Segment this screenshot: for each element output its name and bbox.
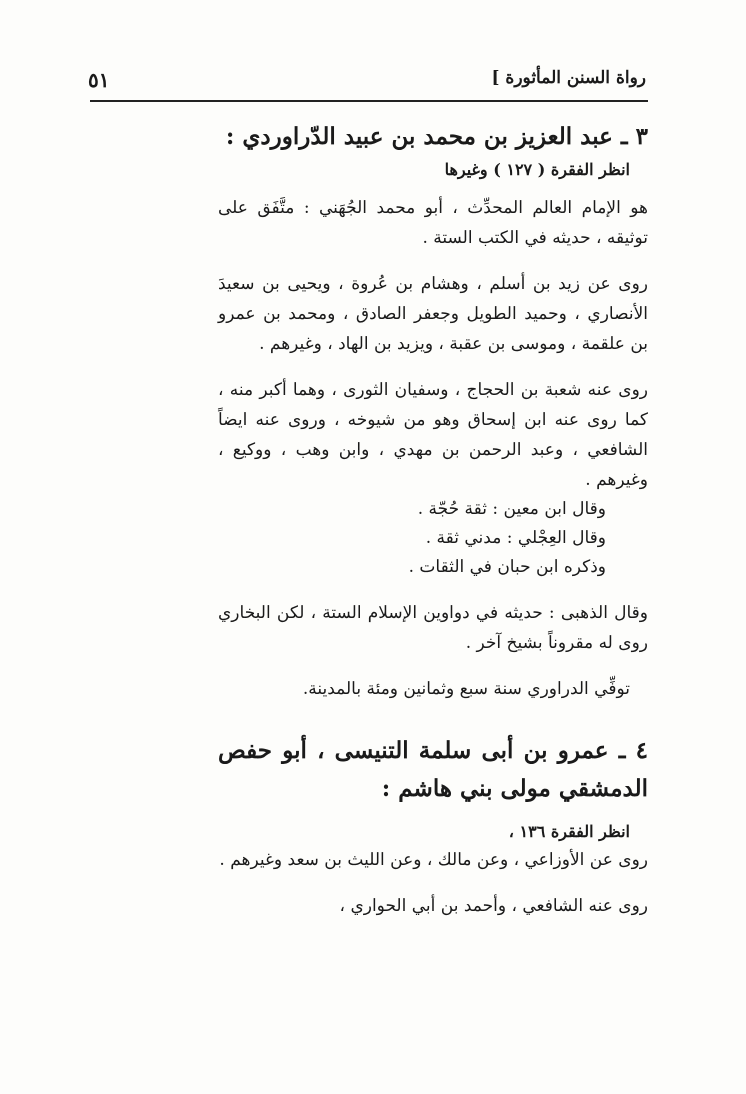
entry-4-reference: انظر الفقرة ١٣٦ ، <box>508 822 630 841</box>
entry-3-narrated-from: روى عن زيد بن أسلم ، وهشام بن عُروة ، ويحيى بن سعيدَ الأنصاري ، وحميد الطويل وجعفر الصادق ، ومحمد بن عمرو بن علقمة ، وموسى بن عقبة ، ويزيد بن الهاد ، وغيرهم . <box>218 274 648 354</box>
entry-3-heading: ٣ ـ عبد العزيز بن محمد بن عبيد الدّراوردي : <box>225 123 648 150</box>
entry-4-narrated-from: روى عن الأوزاعي ، وعن مالك ، وعن الليث بن سعد وغيرهم . <box>219 850 648 870</box>
entry-3-quote-ibn-main: وقال ابن معين : ثقة حُجّة . <box>417 499 606 519</box>
entry-3 <box>218 118 648 704</box>
entry-3-death: توفِّي الدراوري سنة سبع وثمانين ومئة بالمدينة. <box>302 679 630 699</box>
entry-4 <box>218 732 648 921</box>
entry-4-narrated-by: روى عنه الشافعي ، وأحمد بن أبي الحواري ، <box>339 896 648 916</box>
running-header <box>88 62 646 96</box>
entry-3-reference: انظر الفقرة ( ١٢٧ ) وغيرها <box>444 160 630 179</box>
running-title: رواة السنن المأثورة ] <box>491 68 646 88</box>
entry-3-narrated-by: روى عنه شعبة بن الحجاج ، وسفيان الثورى ، وهما أكبر منه ، كما روى عنه ابن إسحاق وهو من شيوخه ، وروى عنه ايضاً الشافعي ، وعبد الرحمن بن مهدي ، وابن وهب ، ووكيع ، وغيرهم . <box>218 380 648 490</box>
page-body <box>218 118 648 921</box>
header-rule <box>90 100 648 102</box>
page-number: ٥١ <box>88 68 110 92</box>
entry-3-dhahabi: وقال الذهبى : حديثه في دواوين الإسلام الستة ، لكن البخاري روى له مقروناً بشيخ آخر . <box>218 603 648 653</box>
entry-3-quote-ibn-hibban: وذكره ابن حبان في الثقات . <box>408 557 606 577</box>
entry-3-biography: هو الإمام العالم المحدِّث ، أبو محمد الجُهَني : متَّفَق على توثيقه ، حديثه في الكتب الستة . <box>218 198 648 248</box>
entry-3-quote-ijli: وقال العِجْلي : مدني ثقة . <box>425 528 606 548</box>
entry-4-heading: ٤ ـ عمرو بن أبى سلمة التنيسى ، أبو حفص الدمشقي مولى بني هاشم : <box>218 737 648 802</box>
